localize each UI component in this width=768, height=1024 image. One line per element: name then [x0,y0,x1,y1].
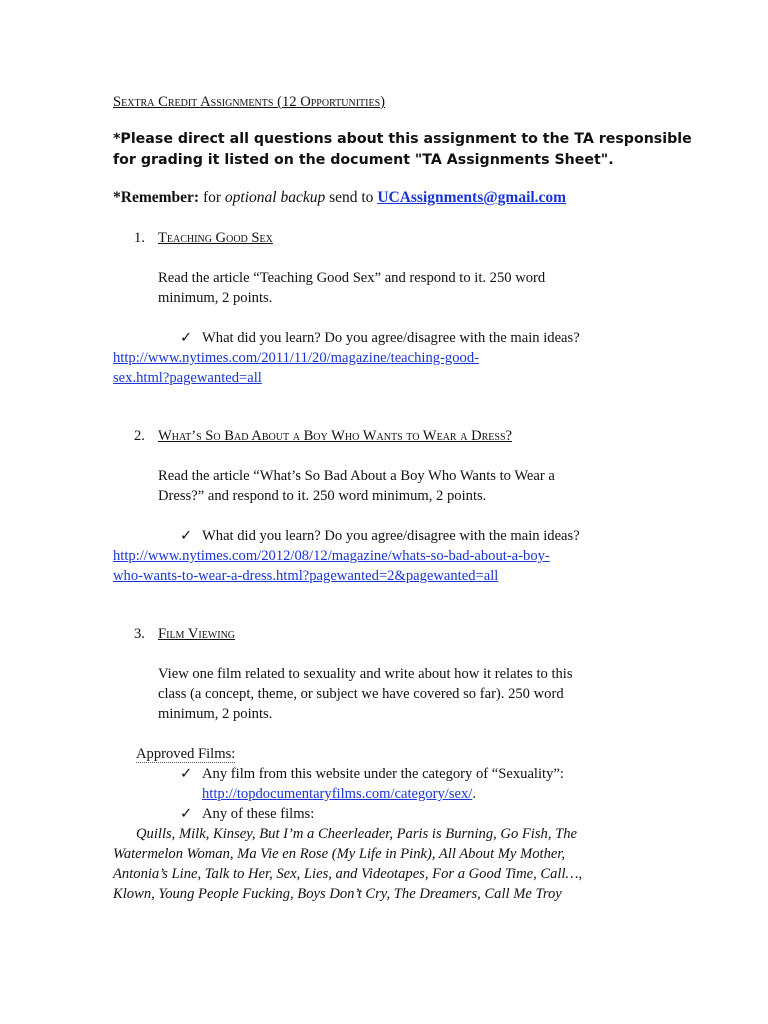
films-list-line-4: Klown, Young People Fucking, Boys Don’t Cry, The Dreamers, Call Me Troy [113,886,562,902]
document-title: Sextra Credit Assignments (12 Opportunities) [113,94,385,110]
remember-for: for [202,189,222,206]
item-2-desc-line-1: Read the article “What’s So Bad About a Boy Who Wants to Wear a [158,468,555,484]
ta-note-line-2: for grading it listed on the document "TA Assignments Sheet". [113,152,614,168]
item-1-question [180,328,580,348]
check-icon: ✓ [180,806,193,822]
approved-bullet-1 [180,764,564,784]
item-3-desc-line-3: minimum, 2 points. [158,706,273,722]
item-2-heading: What’s So Bad About a Boy Who Wants to Wear a Dress? [158,428,513,444]
item-3-desc-line-1: View one film related to sexuality and write about how it relates to this [158,666,573,682]
films-list-line-3: Antonia’s Line, Talk to Her, Sex, Lies, and Videotapes, For a Good Time, Call…, [113,866,583,882]
item-1-question-text: What did you learn? Do you agree/disagree with the main ideas? [202,330,580,346]
remember-optional: optional backup [224,189,326,206]
approved-bullet-1-link-line: http://topdocumentaryfilms.com/category/sex/. [202,786,476,802]
films-list-line-2: Watermelon Woman, Ma Vie en Rose (My Life in Pink), All About My Mother, [113,846,566,862]
approved-bullet-1-text: Any film from this website under the category of “Sexuality”: [202,766,564,782]
item-1-number: 1. [134,230,145,246]
item-3-heading: Film Viewing [158,626,236,642]
item-3-number: 3. [134,626,145,642]
item-3-desc-line-2: class (a concept, theme, or subject we have covered so far). 250 word [158,686,564,702]
ta-note-line-1: *Please direct all questions about this assignment to the TA responsible [113,131,692,147]
approved-bullet-2 [180,804,314,824]
check-icon: ✓ [180,528,193,544]
item-2-number: 2. [134,428,145,444]
check-icon: ✓ [180,330,193,346]
remember-send-to: send to [329,189,374,206]
item-1-url-line-2[interactable]: sex.html?pagewanted=all [113,370,262,386]
remember-label: *Remember: [113,189,200,206]
email-link[interactable]: UCAssignments@gmail.com [377,189,567,206]
item-1-url-line-1[interactable]: http://www.nytimes.com/2011/11/20/magazine/teaching-good- [113,350,479,366]
item-1-desc-line-1: Read the article “Teaching Good Sex” and respond to it. 250 word [158,270,546,286]
item-2-desc-line-2: Dress?” and respond to it. 250 word minimum, 2 points. [158,488,487,504]
check-icon: ✓ [180,766,193,782]
item-2-question [180,526,580,546]
remember-line [113,188,566,208]
approved-bullet-2-text: Any of these films: [202,806,315,822]
item-1-heading: Teaching Good Sex [158,230,273,246]
item-1-desc-line-2: minimum, 2 points. [158,290,273,306]
item-2-question-text: What did you learn? Do you agree/disagree with the main ideas? [202,528,580,544]
approved-films-label: Approved Films: [136,746,236,762]
topdocumentary-link[interactable]: http://topdocumentaryfilms.com/category/sex/ [202,786,473,802]
films-list-line-1: Quills, Milk, Kinsey, But I’m a Cheerleader, Paris is Burning, Go Fish, The [136,826,578,842]
item-2-url-line-2[interactable]: who-wants-to-wear-a-dress.html?pagewanted=2&pagewanted=all [113,568,499,584]
item-2-url-line-1[interactable]: http://www.nytimes.com/2012/08/12/magazine/whats-so-bad-about-a-boy- [113,548,550,564]
